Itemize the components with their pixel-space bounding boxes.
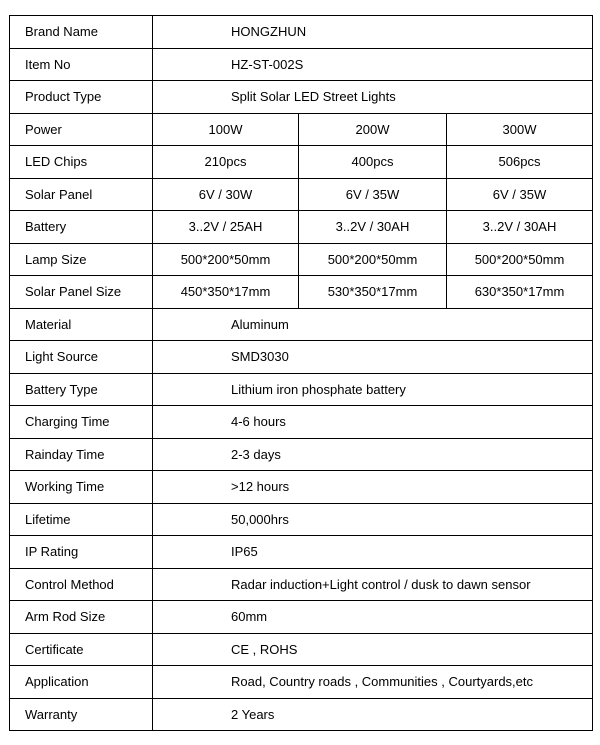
row-value-variant-3: 6V / 35W (447, 178, 593, 211)
row-value: 50,000hrs (153, 503, 593, 536)
table-row-item-no (10, 48, 593, 81)
row-value-variant-1: 210pcs (153, 146, 299, 179)
row-value-variant-2: 3..2V / 30AH (299, 211, 447, 244)
row-value: 4-6 hours (153, 406, 593, 439)
row-value-variant-3: 3..2V / 30AH (447, 211, 593, 244)
row-value-variant-1: 3..2V / 25AH (153, 211, 299, 244)
row-value-variant-1: 450*350*17mm (153, 276, 299, 309)
row-value-variant-2: 6V / 35W (299, 178, 447, 211)
table-row-arm-rod-size (10, 601, 593, 634)
row-value: Lithium iron phosphate battery (153, 373, 593, 406)
row-value-variant-2: 530*350*17mm (299, 276, 447, 309)
row-value-variant-1: 500*200*50mm (153, 243, 299, 276)
row-label: Control Method (10, 568, 153, 601)
table-row-power (10, 113, 593, 146)
table-row-led-chips (10, 146, 593, 179)
row-label: Warranty (10, 698, 153, 731)
row-label: Certificate (10, 633, 153, 666)
row-label: Light Source (10, 341, 153, 374)
row-value-variant-3: 630*350*17mm (447, 276, 593, 309)
table-row-brand-name (10, 16, 593, 49)
table-row-rainday-time (10, 438, 593, 471)
row-value: IP65 (153, 536, 593, 569)
table-row-warranty (10, 698, 593, 731)
table-row-working-time (10, 471, 593, 504)
row-value: 60mm (153, 601, 593, 634)
row-label: Solar Panel (10, 178, 153, 211)
table-row-battery (10, 211, 593, 244)
row-value-variant-2: 200W (299, 113, 447, 146)
table-row-material (10, 308, 593, 341)
row-value-variant-2: 400pcs (299, 146, 447, 179)
row-value: Split Solar LED Street Lights (153, 81, 593, 114)
row-label: Charging Time (10, 406, 153, 439)
row-label: LED Chips (10, 146, 153, 179)
table-row-light-source (10, 341, 593, 374)
row-label: Brand Name (10, 16, 153, 49)
row-label: Lifetime (10, 503, 153, 536)
row-value: HZ-ST-002S (153, 48, 593, 81)
row-value-variant-1: 6V / 30W (153, 178, 299, 211)
row-value: 2 Years (153, 698, 593, 731)
row-label: Battery (10, 211, 153, 244)
row-value-variant-3: 506pcs (447, 146, 593, 179)
row-label: Solar Panel Size (10, 276, 153, 309)
table-row-solar-panel (10, 178, 593, 211)
row-value: Road, Country roads , Communities , Courtyards,etc (153, 666, 593, 699)
row-value-variant-1: 100W (153, 113, 299, 146)
row-value-variant-2: 500*200*50mm (299, 243, 447, 276)
row-value: CE , ROHS (153, 633, 593, 666)
row-label: Lamp Size (10, 243, 153, 276)
row-label: IP Rating (10, 536, 153, 569)
table-row-product-type (10, 81, 593, 114)
table-row-charging-time (10, 406, 593, 439)
row-value: Aluminum (153, 308, 593, 341)
row-label: Working Time (10, 471, 153, 504)
spec-table-body (10, 16, 593, 731)
spec-table (9, 15, 593, 731)
row-label: Material (10, 308, 153, 341)
row-value-variant-3: 500*200*50mm (447, 243, 593, 276)
table-row-lifetime (10, 503, 593, 536)
table-row-control-method (10, 568, 593, 601)
row-label: Rainday Time (10, 438, 153, 471)
table-row-ip-rating (10, 536, 593, 569)
row-label: Arm Rod Size (10, 601, 153, 634)
row-label: Item No (10, 48, 153, 81)
row-value: >12 hours (153, 471, 593, 504)
table-row-application (10, 666, 593, 699)
row-label: Product Type (10, 81, 153, 114)
row-value: Radar induction+Light control / dusk to dawn sensor (153, 568, 593, 601)
table-row-battery-type (10, 373, 593, 406)
row-value: HONGZHUN (153, 16, 593, 49)
row-label: Battery Type (10, 373, 153, 406)
row-value: 2-3 days (153, 438, 593, 471)
row-value-variant-3: 300W (447, 113, 593, 146)
row-label: Power (10, 113, 153, 146)
row-value: SMD3030 (153, 341, 593, 374)
table-row-lamp-size (10, 243, 593, 276)
table-row-certificate (10, 633, 593, 666)
table-row-solar-panel-size (10, 276, 593, 309)
row-label: Application (10, 666, 153, 699)
